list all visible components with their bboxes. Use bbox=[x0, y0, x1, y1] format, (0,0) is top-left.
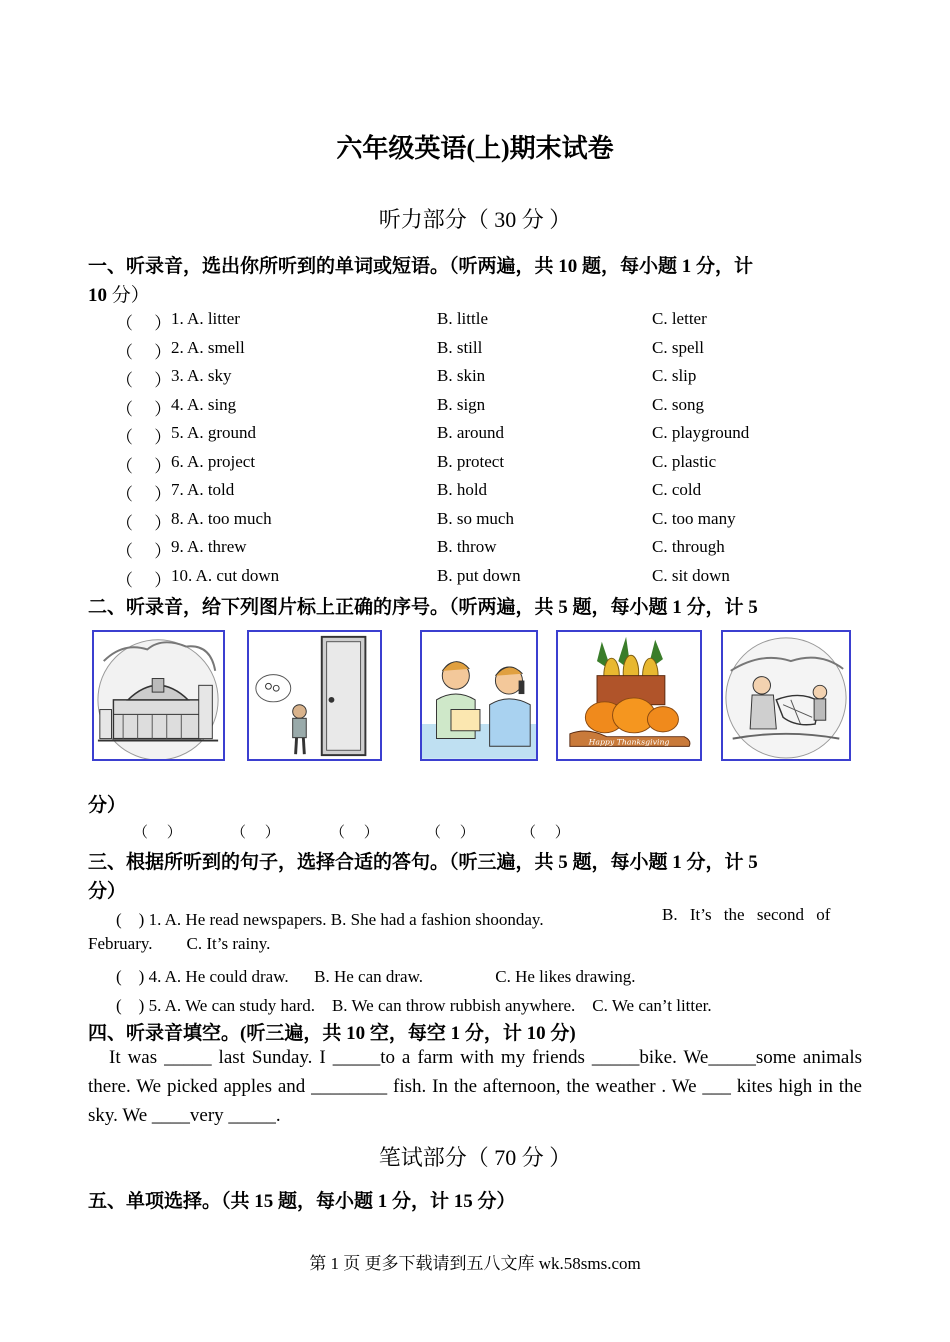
section1-heading: 一、听录音，选出你所听到的单词或短语。（听两遍，共 10 题，每小题 1 分，计 bbox=[88, 256, 754, 277]
section3-q5-options: ( ) 5. A. We can study hard. B. We can throw rubbish anywhere. C. We can’t litter. bbox=[116, 996, 712, 1015]
option-c: C. cold bbox=[652, 480, 702, 499]
option-a: 2. A. smell bbox=[171, 337, 245, 357]
option-a: 8. A. too much bbox=[171, 508, 272, 528]
picture-answer-blank: （ ） bbox=[231, 825, 280, 841]
picture-thanksgiving bbox=[556, 630, 702, 761]
option-a: 10. A. cut down bbox=[171, 565, 280, 585]
answer-paren: （ ） bbox=[116, 342, 172, 362]
picture-boy-door-keys bbox=[247, 630, 382, 761]
option-b: B. still bbox=[437, 337, 483, 357]
written-part-header: 笔试部分（ 70 分 ） bbox=[378, 1145, 572, 1170]
option-c: C. sit down bbox=[652, 565, 730, 585]
option-b: B. little bbox=[437, 309, 488, 328]
section3-q1-cont: February. C. It’s rainy. bbox=[88, 934, 271, 953]
option-c: C. song bbox=[652, 394, 704, 414]
section3-q1-options: ( ) 1. A. He read newspapers. B. She had a fashion shoonday. bbox=[116, 910, 544, 929]
page-footer: 第 1 页 更多下载请到五八文库 wk.58sms.com bbox=[309, 1254, 641, 1273]
thanksgiving-banner-text: Happy Thanksgiving bbox=[588, 737, 670, 747]
answer-paren: （ ） bbox=[116, 399, 172, 419]
option-c: C. plastic bbox=[652, 451, 717, 471]
option-b: B. sign bbox=[437, 394, 486, 414]
option-b: B. skin bbox=[437, 366, 486, 385]
section1-heading-cont: 10 分） bbox=[88, 285, 150, 306]
option-c: C. letter bbox=[652, 309, 707, 328]
option-b: B. around bbox=[437, 423, 505, 442]
answer-paren: （ ） bbox=[116, 513, 172, 533]
answer-paren: （ ） bbox=[116, 371, 172, 390]
option-a: 7. A. told bbox=[171, 480, 235, 499]
option-c: C. slip bbox=[652, 366, 697, 385]
answer-paren: （ ） bbox=[116, 542, 172, 561]
section2-heading: 二、听录音，给下列图片标上正确的序号。（听两遍，共 5 题，每小题 1 分，计 5 bbox=[88, 597, 758, 618]
listening-part-header: 听力部分（ 30 分 ） bbox=[378, 207, 572, 232]
option-c: C. too many bbox=[652, 508, 736, 528]
section3-q4-options: ( ) 4. A. He could draw. B. He can draw. C. He likes drawing. bbox=[116, 967, 636, 986]
section5-heading: 五、单项选择。（共 15 题，每小题 1 分，计 15 分） bbox=[88, 1191, 516, 1212]
option-c: C. playground bbox=[652, 423, 750, 442]
picture-building bbox=[92, 630, 225, 761]
picture-answer-blank: （ ） bbox=[426, 825, 475, 841]
option-c: C. through bbox=[652, 537, 725, 556]
section4-passage: It was _____ last Sunday. I _____to a farm with my friends _____bike. We_____some animals there. We picked apples and ________ fish. In the afternoon, the weather . We ___ kites high in the sky. We ____very _____. bbox=[88, 1047, 862, 1126]
option-b: B. protect bbox=[437, 451, 505, 471]
section4-heading: 四、听录音填空。(听三遍，共 10 空，每空 1 分，计 10 分) bbox=[88, 1023, 576, 1044]
option-b: B. throw bbox=[437, 537, 497, 556]
answer-paren: （ ） bbox=[116, 485, 172, 504]
answer-paren: （ ） bbox=[116, 570, 172, 590]
option-c: C. spell bbox=[652, 337, 704, 357]
section3-heading: 三、根据所听到的句子，选择合适的答句。（听三遍，共 5 题，每小题 1 分，计 5 bbox=[88, 852, 758, 873]
picture-answer-blank: （ ） bbox=[330, 825, 379, 841]
section2-heading-cont: 分） bbox=[88, 795, 127, 816]
picture-answer-blank: （ ） bbox=[133, 825, 182, 841]
option-a: 9. A. threw bbox=[171, 537, 247, 556]
answer-paren: （ ） bbox=[116, 314, 172, 333]
option-a: 3. A. sky bbox=[171, 366, 232, 385]
picture-two-men bbox=[420, 630, 538, 761]
option-a: 4. A. sing bbox=[171, 394, 237, 414]
option-a: 5. A. ground bbox=[171, 423, 256, 442]
option-a: 6. A. project bbox=[171, 451, 256, 471]
option-b: B. so much bbox=[437, 508, 514, 528]
option-b: B. hold bbox=[437, 480, 488, 499]
page-title: 六年级英语(上)期末试卷 bbox=[336, 134, 614, 163]
option-a: 1. A. litter bbox=[171, 309, 240, 328]
section3-heading-cont: 分） bbox=[88, 881, 127, 902]
answer-paren: （ ） bbox=[116, 428, 172, 447]
picture-answer-blank: （ ） bbox=[521, 825, 570, 841]
option-b: B. put down bbox=[437, 565, 521, 585]
section3-q1-option-b: B. It’s the second of bbox=[662, 905, 831, 924]
picture-fishing bbox=[721, 630, 851, 761]
answer-paren: （ ） bbox=[116, 456, 172, 476]
